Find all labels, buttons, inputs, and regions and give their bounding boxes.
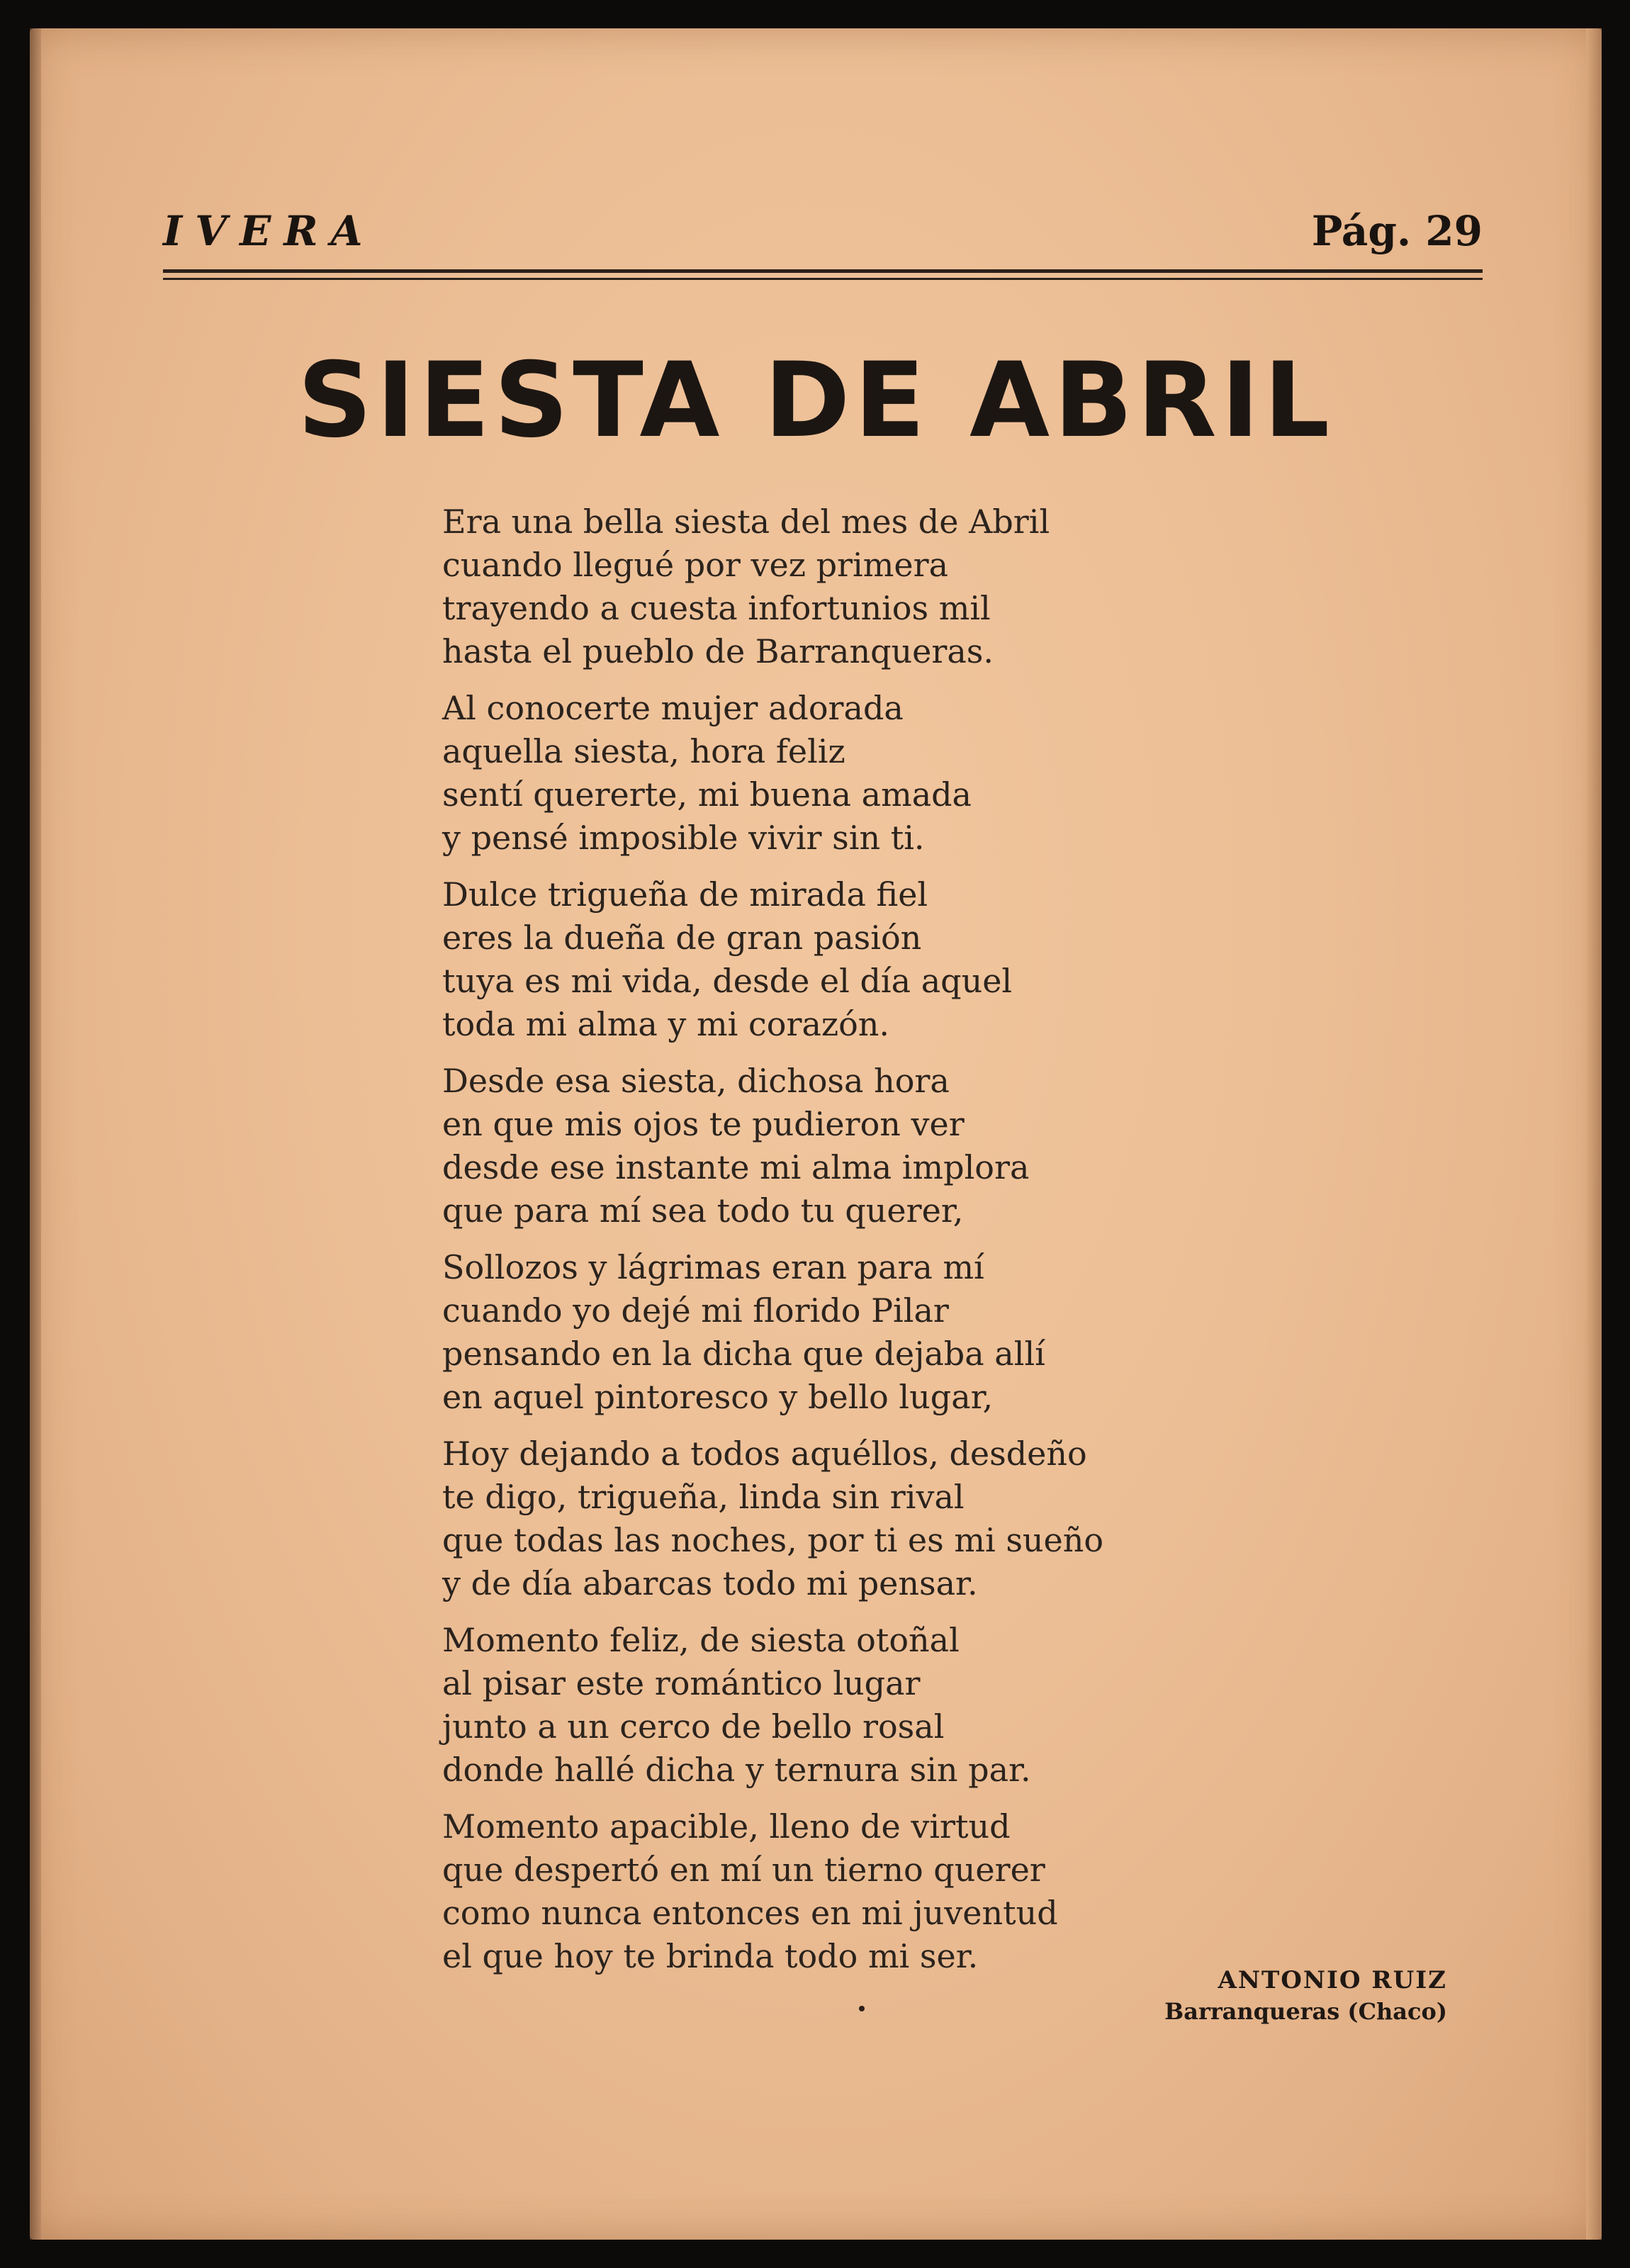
poem-line: trayendo a cuesta infortunios mil xyxy=(442,589,991,627)
poem-line: cuando yo dejé mi florido Pilar xyxy=(442,1291,949,1330)
page-number: Pág. 29 xyxy=(1311,207,1483,255)
author-name: ANTONIO RUIZ xyxy=(1218,1966,1447,1994)
stanza xyxy=(442,873,1434,1046)
poem-line: Era una bella siesta del mes de Abril xyxy=(442,503,1050,541)
stanza xyxy=(442,1432,1434,1605)
stanza xyxy=(442,1619,1434,1792)
poem-line: que para mí sea todo tu querer, xyxy=(442,1191,964,1230)
poem-body xyxy=(442,500,1434,1992)
poem-line: en que mis ojos te pudieron ver xyxy=(442,1105,965,1143)
stanza xyxy=(442,1246,1434,1419)
poem-line: donde hallé dicha y ternura sin par. xyxy=(442,1751,1031,1789)
signature xyxy=(1164,1965,1447,2027)
poem-line: junto a un cerco de bello rosal xyxy=(442,1707,945,1746)
poem-line: Al conocerte mujer adorada xyxy=(442,689,904,727)
journal-name: IVERA xyxy=(163,207,376,255)
poem-line: al pisar este romántico lugar xyxy=(442,1664,921,1702)
poem-line: toda mi alma y mi corazón. xyxy=(442,1005,890,1043)
poem-line: y pensé imposible vivir sin ti. xyxy=(442,819,925,857)
poem-line: el que hoy te brinda todo mi ser. xyxy=(442,1937,979,1975)
poem-line: desde ese instante mi alma implora xyxy=(442,1148,1030,1186)
poem-line: hasta el pueblo de Barranqueras. xyxy=(442,632,994,670)
poem-line: aquella siesta, hora feliz xyxy=(442,732,845,770)
poem-line: Dulce trigueña de mirada fiel xyxy=(442,875,928,914)
stanza xyxy=(442,1060,1434,1233)
header-rule-top xyxy=(163,269,1483,273)
poem-line: en aquel pintoresco y bello lugar, xyxy=(442,1378,994,1416)
running-header xyxy=(163,207,1483,264)
poem-line: Sollozos y lágrimas eran para mí xyxy=(442,1248,984,1286)
poem-title: SIESTA DE ABRIL xyxy=(297,340,1334,461)
poem-line: cuando llegué por vez primera xyxy=(442,546,948,584)
header-rule-bottom xyxy=(163,278,1483,280)
poem-line: Desde esa siesta, dichosa hora xyxy=(442,1062,950,1100)
poem-line: pensando en la dicha que dejaba allí xyxy=(442,1335,1045,1373)
poem-line: y de día abarcas todo mi pensar. xyxy=(442,1564,978,1602)
author-place: Barranqueras (Chaco) xyxy=(1164,1998,1447,2025)
poem-line: te digo, trigueña, linda sin rival xyxy=(442,1478,965,1516)
poem-line: tuya es mi vida, desde el día aquel xyxy=(442,962,1013,1000)
stanza xyxy=(442,1805,1434,1978)
magazine-page xyxy=(30,28,1602,2240)
poem-line: eres la dueña de gran pasión xyxy=(442,919,922,957)
poem-line: Momento apacible, lleno de virtud xyxy=(442,1807,1011,1846)
poem-line: Hoy dejando a todos aquéllos, desdeño xyxy=(442,1435,1087,1473)
poem-line: sentí quererte, mi buena amada xyxy=(442,775,972,814)
poem-line: que todas las noches, por ti es mi sueño xyxy=(442,1521,1104,1559)
ink-speck xyxy=(859,2006,865,2011)
stanza xyxy=(442,687,1434,860)
poem-line: que despertó en mí un tierno querer xyxy=(442,1851,1045,1889)
stanza xyxy=(442,500,1434,673)
poem-line: como nunca entonces en mi juventud xyxy=(442,1894,1058,1932)
poem-line: Momento feliz, de siesta otoñal xyxy=(442,1621,960,1659)
